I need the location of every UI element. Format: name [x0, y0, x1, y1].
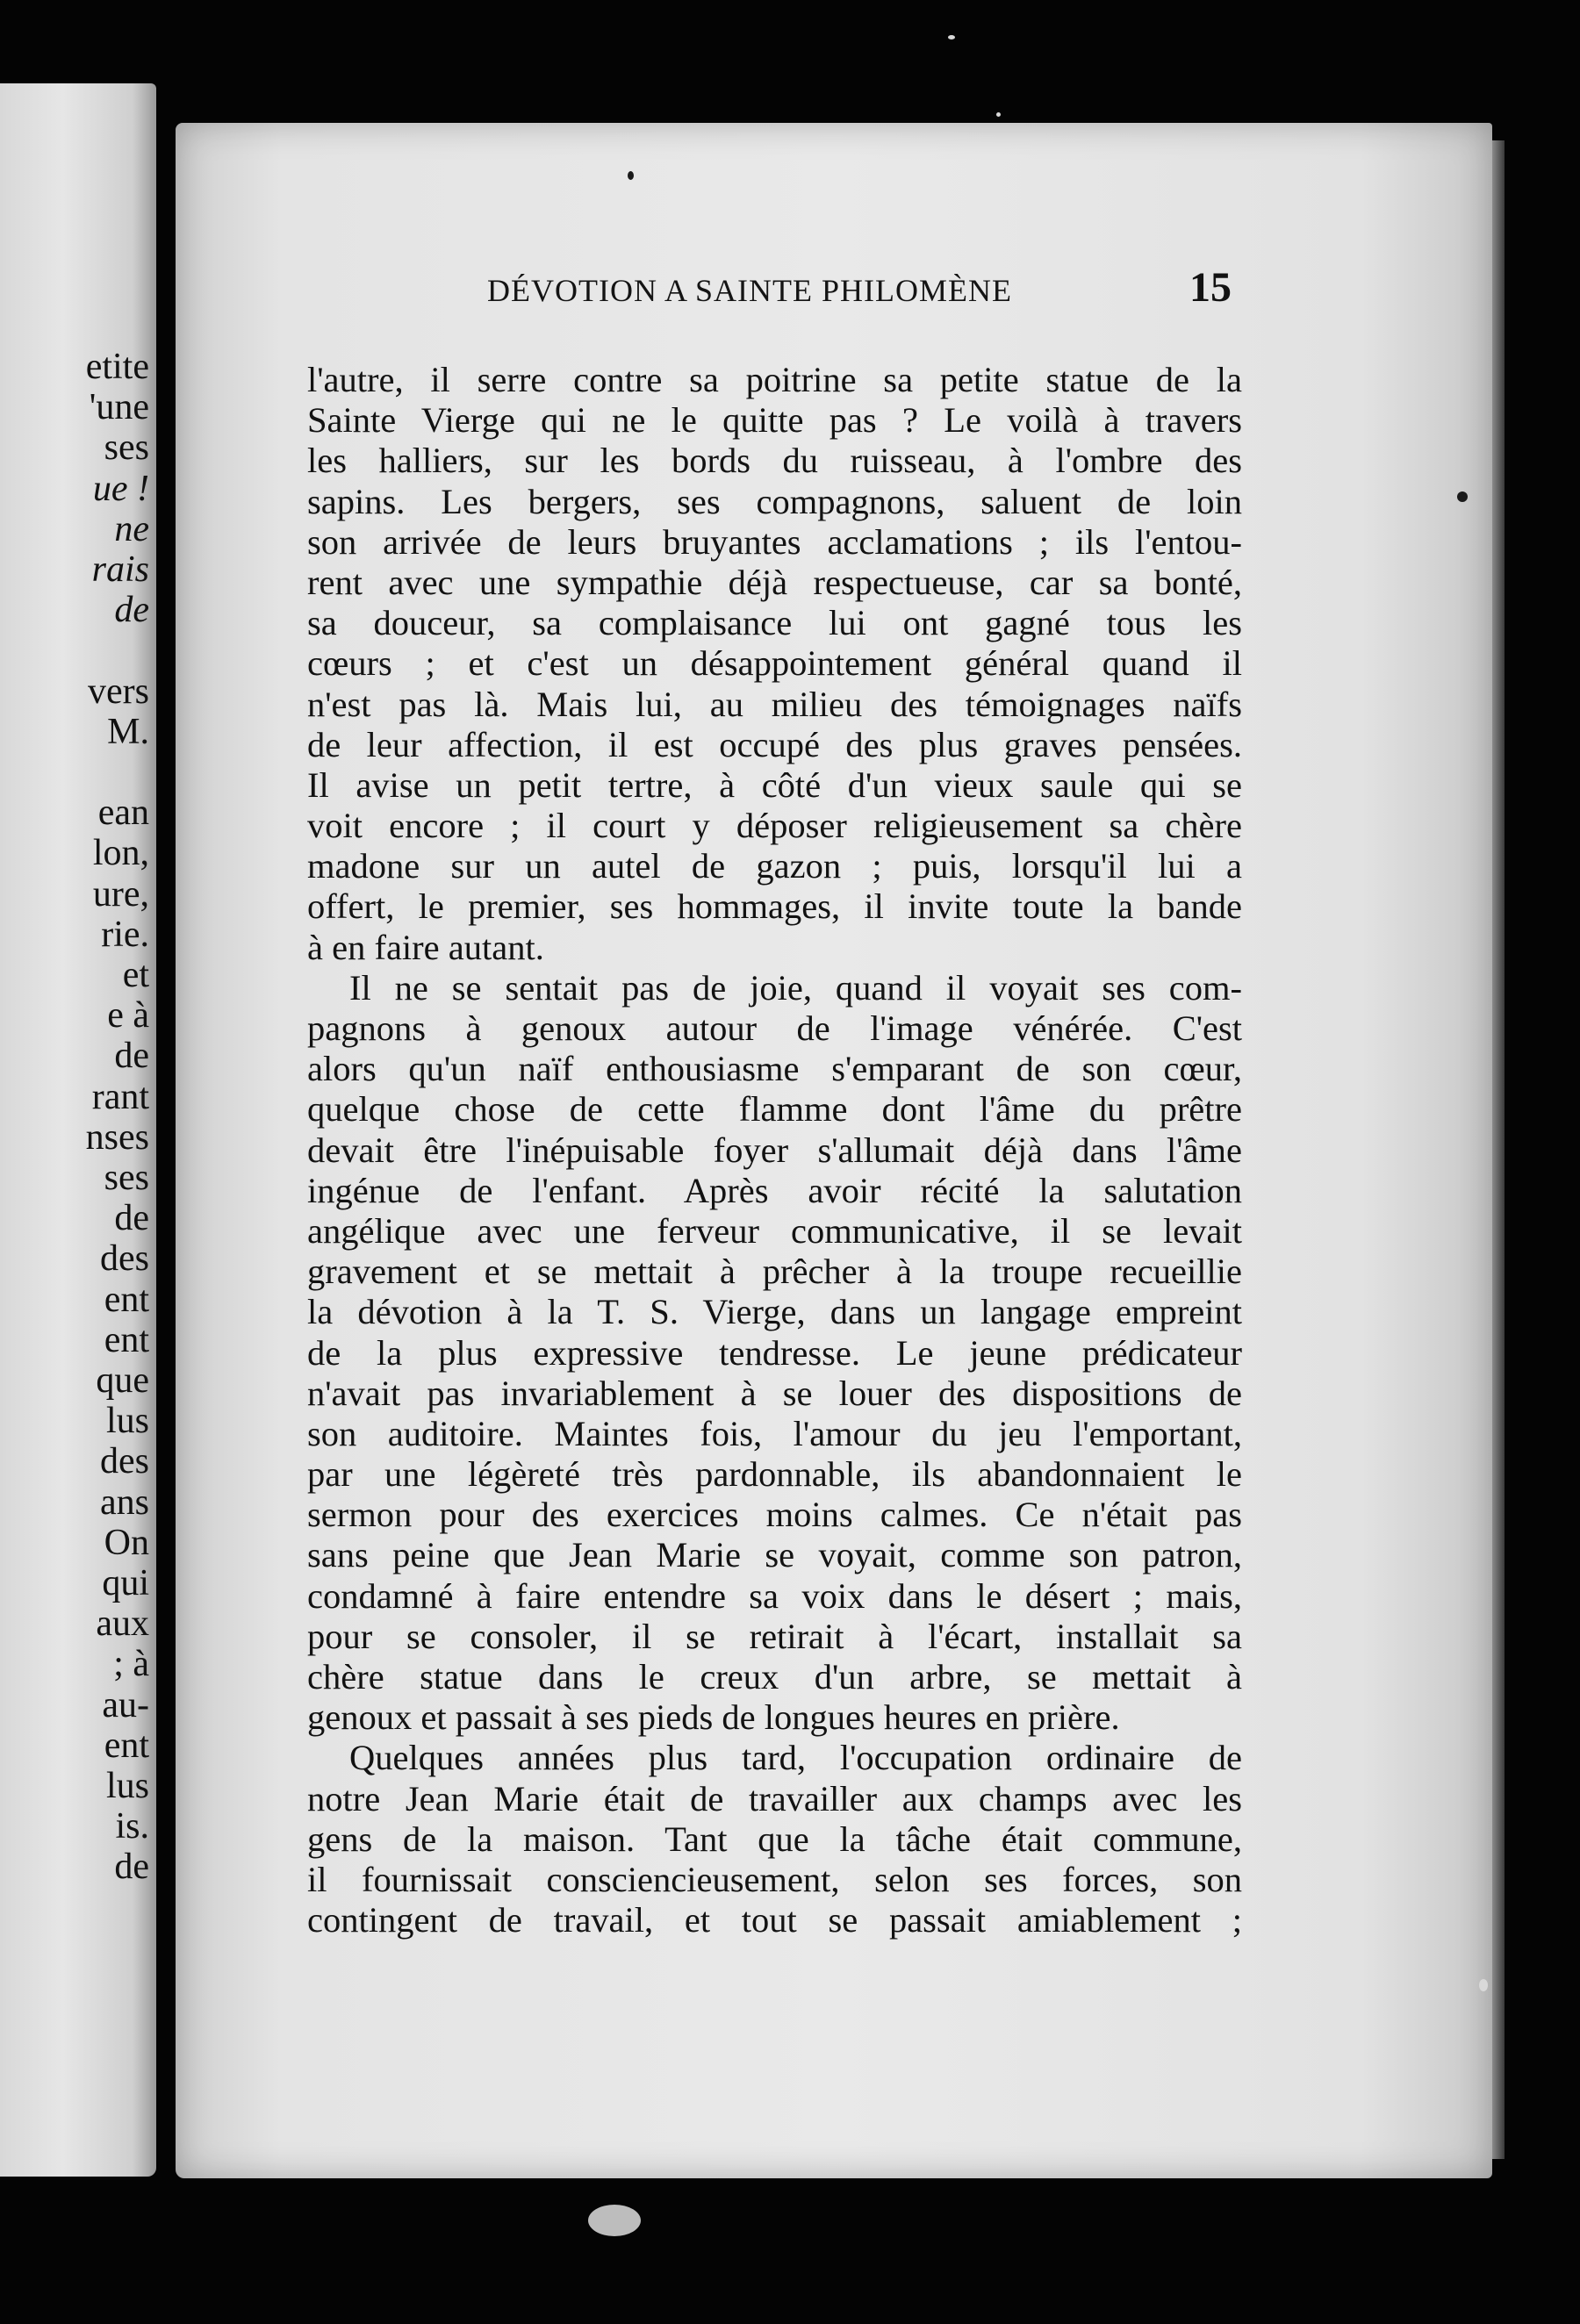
- text-line: devait être l'inépuisable foyer s'allumait déjà dans l'âme: [307, 1130, 1242, 1170]
- previous-page-line: etite: [85, 347, 149, 387]
- text-line: les halliers, sur les bords du ruisseau, à l'ombre des: [307, 441, 1242, 481]
- previous-page-line: ent: [104, 1279, 149, 1320]
- text-line: chère statue dans le creux d'un arbre, se mettait à: [307, 1657, 1242, 1696]
- previous-page-line: e à: [107, 995, 149, 1036]
- previous-page-line: ne: [114, 508, 149, 549]
- running-head: DÉVOTION A SAINTE PHILOMÈNE: [487, 273, 1012, 308]
- previous-page-line: ses: [104, 427, 149, 469]
- body-text: [307, 360, 1242, 1940]
- text-line: Quelques années plus tard, l'occupation ordinaire de: [349, 1738, 1242, 1778]
- text-line: il fournissait consciencieusement, selon ses forces, son: [307, 1859, 1242, 1899]
- previous-page-line: ans: [100, 1481, 149, 1523]
- text-line: son auditoire. Maintes fois, l'amour du jeu l'emportant,: [307, 1413, 1242, 1453]
- text-line: rent avec une sympathie déjà respectueuse, car sa bonté,: [307, 562, 1242, 602]
- text-line: gravement et se mettait à prêcher à la troupe recueillie: [307, 1252, 1242, 1292]
- text-line: n'avait pas invariablement à se louer des dispositions de: [307, 1373, 1242, 1413]
- previous-page-line: M.: [107, 711, 149, 752]
- text-line: alors qu'un naïf enthousiasme s'emparant de son cœur,: [307, 1049, 1242, 1089]
- text-line: sapins. Les bergers, ses compagnons, saluent de loin: [307, 481, 1242, 521]
- previous-page-fragment: [0, 83, 156, 2177]
- text-line: sermon pour des exercices moins calmes. Ce n'était pas: [307, 1495, 1242, 1535]
- text-line: l'autre, il serre contre sa poitrine sa petite statue de la: [307, 360, 1242, 399]
- previous-page-line: ; à: [113, 1644, 149, 1685]
- text-line: à en faire autant.: [307, 927, 544, 967]
- previous-page-line: des: [100, 1441, 149, 1482]
- page-edge: [1492, 140, 1505, 2159]
- text-line: Il ne se sentait pas de joie, quand il voyait ses com-: [349, 967, 1242, 1008]
- previous-page-line: des: [100, 1238, 149, 1280]
- previous-page-line: qui: [102, 1563, 149, 1603]
- text-line: offert, le premier, ses hommages, il invite toute la bande: [307, 886, 1242, 927]
- text-line: pagnons à genoux autour de l'image vénérée. C'est: [307, 1008, 1242, 1048]
- previous-page-line: lon,: [92, 833, 149, 874]
- previous-page-line: ses: [104, 1158, 149, 1198]
- previous-page-line: rie.: [101, 914, 149, 955]
- text-line: angélique avec une ferveur communicative, il se levait: [307, 1210, 1242, 1251]
- scan-speck: [628, 171, 634, 180]
- previous-page-line: lus: [105, 1766, 149, 1806]
- previous-page-line: ent: [104, 1725, 149, 1766]
- previous-page-line: rant: [91, 1076, 149, 1117]
- previous-page-line: ean: [97, 793, 149, 834]
- text-line: condamné à faire entendre sa voix dans le désert ; mais,: [307, 1575, 1242, 1616]
- text-line: genoux et passait à ses pieds de longues heures en prière.: [307, 1697, 1120, 1738]
- text-line: Sainte Vierge qui ne le quitte pas ? Le voilà à travers: [307, 400, 1242, 441]
- scan-speck: [996, 112, 1001, 117]
- previous-page-line: ure,: [92, 873, 149, 915]
- text-line: contingent de travail, et tout se passait amiablement ;: [307, 1900, 1242, 1940]
- previous-page-line: de: [114, 590, 149, 631]
- text-line: de la plus expressive tendresse. Le jeune prédicateur: [307, 1332, 1242, 1373]
- text-line: cœurs ; et c'est un désappointement général quand il: [307, 643, 1242, 684]
- previous-page-line: et: [122, 955, 149, 995]
- text-line: notre Jean Marie était de travailler aux champs avec les: [307, 1778, 1242, 1818]
- previous-page-line: nses: [85, 1116, 149, 1158]
- scan-speck: [1479, 1979, 1488, 1991]
- previous-page-line: vers: [88, 671, 149, 712]
- text-line: par une légèreté très pardonnable, ils abandonnaient le: [307, 1454, 1242, 1495]
- previous-page-line: de: [114, 1847, 149, 1888]
- text-line: la dévotion à la T. S. Vierge, dans un langage empreint: [307, 1292, 1242, 1332]
- scan-speck: [588, 2205, 641, 2236]
- text-line: pour se consoler, il se retirait à l'écart, installait sa: [307, 1616, 1242, 1656]
- previous-page-line: ent: [104, 1319, 149, 1360]
- previous-page-line: de: [114, 1198, 149, 1239]
- text-line: gens de la maison. Tant que la tâche était commune,: [307, 1818, 1242, 1859]
- previous-page-line: On: [104, 1522, 149, 1563]
- previous-page-line: 'une: [89, 387, 149, 428]
- text-line: n'est pas là. Mais lui, au milieu des témoignages naïfs: [307, 684, 1242, 724]
- previous-page-line: que: [96, 1360, 149, 1401]
- text-line: madone sur un autel de gazon ; puis, lorsqu'il lui a: [307, 846, 1242, 886]
- previous-page-line: de: [114, 1036, 149, 1077]
- previous-page-line: au-: [102, 1684, 149, 1725]
- previous-page-line: is.: [115, 1806, 149, 1847]
- scan-speck: [948, 35, 955, 39]
- text-line: quelque chose de cette flamme dont l'âme du prêtre: [307, 1089, 1242, 1130]
- text-line: voit encore ; il court y déposer religieusement sa chère: [307, 806, 1242, 846]
- text-line: son arrivée de leurs bruyantes acclamations ; ils l'entou-: [307, 521, 1242, 562]
- text-line: ingénue de l'enfant. Après avoir récité la salutation: [307, 1170, 1242, 1210]
- text-line: de leur affection, il est occupé des plus graves pensées.: [307, 724, 1242, 764]
- previous-page-line: lus: [105, 1401, 149, 1442]
- previous-page-line: ue !: [92, 468, 149, 509]
- scan-speck: [1457, 491, 1468, 502]
- previous-page-line: aux: [96, 1603, 149, 1645]
- previous-page-line: rais: [91, 549, 149, 590]
- text-line: sa douceur, sa complaisance lui ont gagné tous les: [307, 603, 1242, 643]
- page-number: 15: [1189, 264, 1232, 311]
- text-line: sans peine que Jean Marie se voyait, comme son patron,: [307, 1535, 1242, 1575]
- text-line: Il avise un petit tertre, à côté d'un vieux saule qui se: [307, 764, 1242, 805]
